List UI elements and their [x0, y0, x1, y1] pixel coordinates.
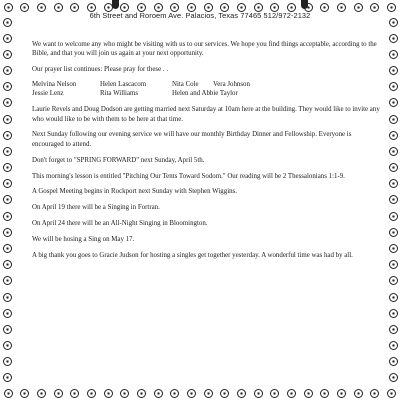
prayer-name: Melvina Nelson	[32, 81, 77, 89]
soccer-ball-icon	[389, 244, 398, 253]
soccer-ball-icon	[3, 115, 12, 124]
announcement-all-night-singing: On April 24 there will be an All-Night Singing in Bloomington.	[32, 220, 208, 228]
prayer-row	[32, 89, 380, 98]
soccer-ball-icon	[4, 389, 13, 398]
prayer-name: Helen Lascacom	[100, 81, 147, 89]
prayer-row	[32, 80, 380, 89]
soccer-ball-icon	[3, 228, 12, 237]
welcome-paragraph: We want to welcome any who might be visiting with us to our services. We hope you find things acceptable, according to the Bible, and that you will join us again at your next opportunity.	[32, 41, 377, 58]
soccer-ball-icon	[3, 98, 12, 107]
soccer-ball-icon	[220, 389, 229, 398]
soccer-ball-icon	[270, 389, 279, 398]
prayer-name: Nita Cole	[172, 81, 199, 89]
soccer-ball-icon	[389, 131, 398, 140]
soccer-ball-icon	[389, 34, 398, 43]
soccer-ball-icon	[389, 163, 398, 172]
soccer-ball-icon	[387, 389, 396, 398]
soccer-ball-icon	[354, 389, 363, 398]
soccer-ball-icon	[3, 309, 12, 318]
prayer-name: Vera Johnson	[213, 81, 250, 89]
soccer-ball-icon	[389, 147, 398, 156]
soccer-ball-icon	[389, 212, 398, 221]
soccer-ball-border-right	[386, 14, 400, 386]
soccer-ball-icon	[389, 66, 398, 75]
soccer-ball-icon	[37, 389, 46, 398]
soccer-ball-icon	[3, 260, 12, 269]
soccer-ball-icon	[3, 147, 12, 156]
soccer-ball-icon	[3, 212, 12, 221]
soccer-ball-icon	[389, 50, 398, 59]
soccer-ball-icon	[237, 389, 246, 398]
announcement-sing-may: We will be hosing a Sing on May 17.	[32, 236, 135, 244]
prayer-name: Helen and Abbie Taylor	[172, 90, 238, 98]
soccer-ball-icon	[389, 325, 398, 334]
soccer-ball-icon	[389, 115, 398, 124]
soccer-ball-icon	[389, 341, 398, 350]
soccer-ball-icon	[389, 98, 398, 107]
prayer-name: Jessie Lenz	[32, 90, 64, 98]
soccer-ball-icon	[3, 293, 12, 302]
announcement-thank-you: A big thank you goes to Gracie Judson for hosting a singles get together yesterday. A wonderful time was had by all.	[32, 251, 353, 259]
announcement-spring-forward: Don't forget to "SPRING FORWARD" next Sunday, April 5th.	[32, 156, 205, 164]
soccer-ball-icon	[389, 357, 398, 366]
soccer-ball-icon	[389, 179, 398, 188]
soccer-ball-icon	[3, 244, 12, 253]
soccer-ball-icon	[3, 373, 12, 382]
soccer-ball-icon	[304, 389, 313, 398]
soccer-ball-icon	[3, 179, 12, 188]
soccer-ball-icon	[3, 66, 12, 75]
soccer-ball-icon	[3, 341, 12, 350]
soccer-ball-icon	[170, 389, 179, 398]
soccer-ball-icon	[87, 389, 96, 398]
soccer-ball-icon	[137, 389, 146, 398]
soccer-ball-icon	[3, 34, 12, 43]
soccer-ball-icon	[3, 357, 12, 366]
announcement-birthday-dinner: Next Sunday following our evening service we will have our monthly Birthday Dinner and Fellowship. Everyone is encouraged to attend.	[32, 131, 352, 148]
announcement-singing-fortran: On April 19 there will be a Singing in Fortran.	[32, 204, 160, 212]
prayer-list	[32, 80, 380, 99]
soccer-ball-icon	[389, 260, 398, 269]
soccer-ball-icon	[320, 389, 329, 398]
soccer-ball-icon	[254, 389, 263, 398]
announcement-gospel-meeting: A Gospel Meeting begins in Rockport next Sunday with Stephen Wiggins.	[32, 188, 237, 196]
soccer-ball-icon	[3, 82, 12, 91]
soccer-ball-icon	[389, 228, 398, 237]
announcement-wedding: Laurie Revels and Doug Dodson are getting married next Saturday at 10am here at the building. They would like to invite any who would like to be with them to be here at that time.	[32, 106, 380, 123]
soccer-ball-icon	[389, 82, 398, 91]
soccer-ball-icon	[3, 50, 12, 59]
soccer-ball-icon	[389, 276, 398, 285]
bulletin-body	[32, 40, 380, 267]
soccer-ball-icon	[3, 131, 12, 140]
soccer-ball-icon	[104, 389, 113, 398]
soccer-ball-icon	[389, 309, 398, 318]
soccer-ball-icon	[389, 293, 398, 302]
prayer-name: Rita Williams	[100, 90, 139, 98]
soccer-ball-icon	[287, 389, 296, 398]
soccer-ball-icon	[120, 389, 129, 398]
soccer-ball-border-bottom	[0, 386, 400, 400]
soccer-ball-icon	[3, 195, 12, 204]
cropped-title-fragment-right	[301, 0, 308, 9]
soccer-ball-icon	[3, 276, 12, 285]
soccer-ball-icon	[389, 373, 398, 382]
soccer-ball-icon	[204, 389, 213, 398]
soccer-ball-icon	[54, 389, 63, 398]
soccer-ball-icon	[154, 389, 163, 398]
soccer-ball-icon	[389, 195, 398, 204]
soccer-ball-icon	[370, 389, 379, 398]
church-address: 6th Street and Roroem Ave. Palacios, Texas 77465 512/972-2132	[89, 11, 311, 20]
cropped-title-fragment-left	[112, 0, 119, 9]
prayer-intro: Our prayer list continues: Please pray for these . .	[32, 66, 169, 74]
announcement-lesson: This morning's lesson is entitled "Pitching Our Tents Toward Sodom." Our reading will be 2 Thessalonians 1:1-9.	[32, 172, 345, 180]
soccer-ball-icon	[187, 389, 196, 398]
soccer-ball-icon	[3, 163, 12, 172]
soccer-ball-icon	[70, 389, 79, 398]
soccer-ball-icon	[337, 389, 346, 398]
soccer-ball-icon	[3, 325, 12, 334]
soccer-ball-icon	[20, 389, 29, 398]
soccer-ball-border-left	[0, 14, 14, 386]
